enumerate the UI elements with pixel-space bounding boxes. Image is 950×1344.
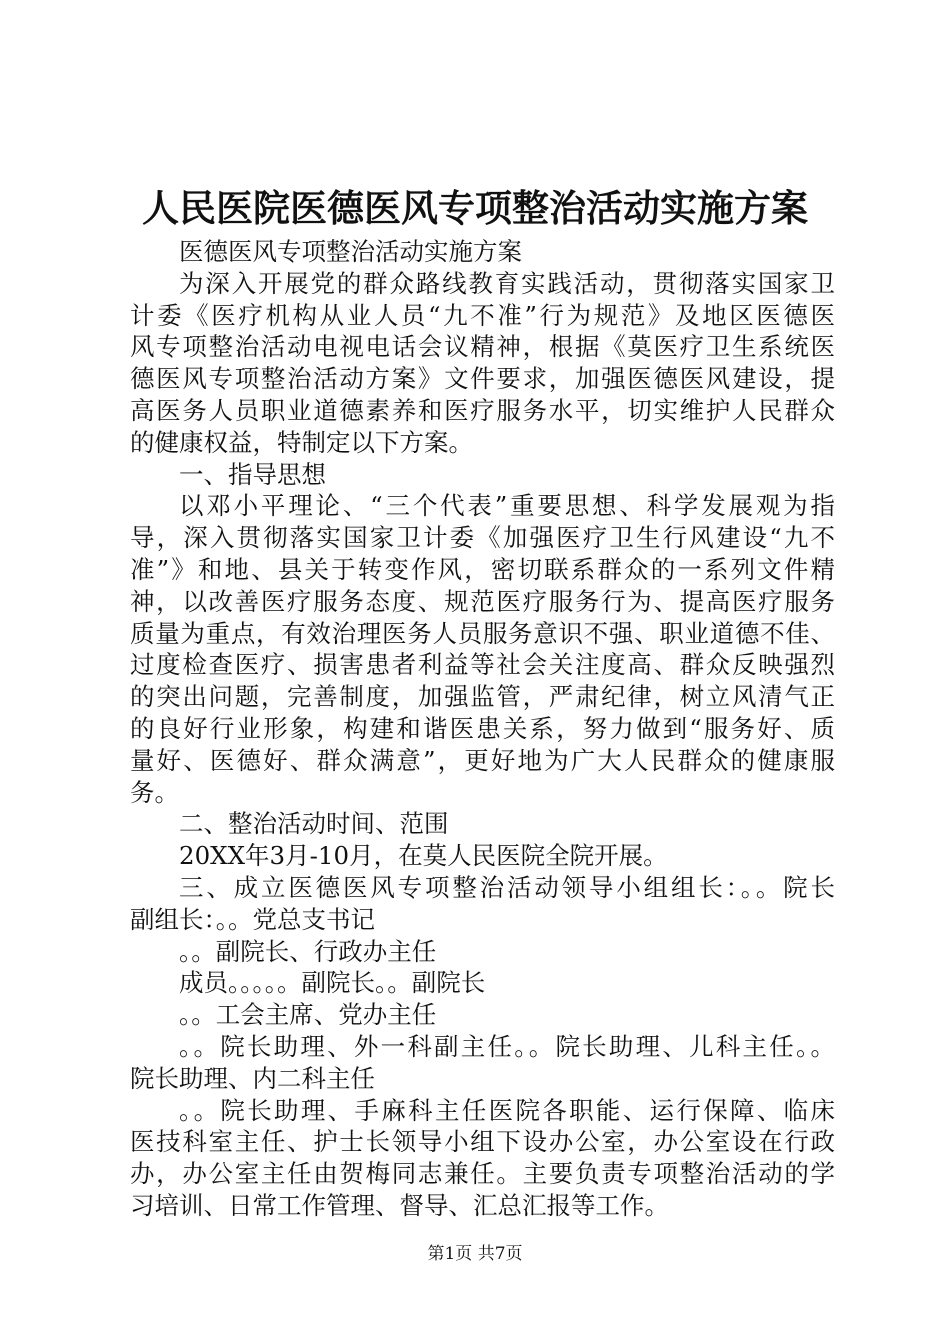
page-number: 第1页 共7页	[427, 1244, 523, 1264]
body-line: 。。院长助理、手麻科主任医院各职能、运行保障、临床	[179, 1095, 835, 1125]
body-line: 过度检查医疗、损害患者利益等社会关注度高、群众反映强烈	[130, 650, 835, 680]
body-line: 德医风专项整治活动方案》文件要求，加强医德医风建设，提	[130, 364, 835, 394]
body-line: 。。院长助理、外一科副主任。。院长助理、儿科主任。。	[179, 1031, 835, 1061]
body-line: 神，以改善医疗服务态度、规范医疗服务行为、提高医疗服务	[130, 586, 835, 616]
body-line: 医德医风专项整治活动实施方案	[179, 237, 522, 266]
body-line: 习培训、日常工作管理、督导、汇总汇报等工作。	[130, 1190, 669, 1220]
body-line: 导，深入贯彻落实国家卫计委《加强医疗卫生行风建设“九不	[130, 523, 835, 553]
body-line: 的突出问题，完善制度，加强监管，严肃纪律，树立风清气正	[130, 682, 835, 712]
body-line: 准”》和地、县关于转变作风，密切联系群众的一系列文件精	[130, 554, 835, 584]
body-line: 20XX年3月-10月，在莫人民医院全院开展。	[179, 841, 668, 871]
body-line: 的健康权益，特制定以下方案。	[130, 427, 473, 457]
body-line: 院长助理、内二科主任	[130, 1063, 375, 1093]
body-line: 副组长：。。党总支书记	[130, 904, 375, 934]
body-line: 量好、医德好、群众满意”，更好地为广大人民群众的健康服	[130, 745, 835, 775]
section-heading: 二、整治活动时间、范围	[179, 809, 449, 839]
body-line: 。。副院长、行政办主任	[179, 936, 437, 966]
body-line: 务。	[130, 777, 179, 807]
body-line: 风专项整治活动电视电话会议精神，根据《莫医疗卫生系统医	[130, 332, 835, 362]
body-line: 高医务人员职业道德素养和医疗服务水平，切实维护人民群众	[130, 395, 835, 425]
document-title: 人民医院医德医风专项整治活动实施方案	[142, 186, 808, 230]
document-body	[130, 236, 835, 1222]
body-line: 质量为重点，有效治理医务人员服务意识不强、职业道德不佳、	[130, 618, 835, 648]
body-line: 成员。。。。。副院长。。副院长	[179, 968, 486, 998]
body-line: 办，办公室主任由贺梅同志兼任。主要负责专项整治活动的学	[130, 1159, 835, 1189]
section-heading: 一、指导思想	[179, 459, 326, 489]
body-line: 为深入开展党的群众路线教育实践活动，贯彻落实国家卫	[179, 268, 835, 298]
body-line: 医技科室主任、护士长领导小组下设办公室，办公室设在行政	[130, 1127, 835, 1157]
body-line: 计委《医疗机构从业人员“九不准”行为规范》及地区医德医	[130, 300, 835, 330]
body-line: 。。工会主席、党办主任	[179, 1000, 437, 1030]
body-line: 以邓小平理论、“三个代表”重要思想、科学发展观为指	[179, 491, 835, 521]
section-heading: 三、成立医德医风专项整治活动领导小组组长：。。院长	[179, 872, 835, 902]
body-line: 的良好行业形象，构建和谐医患关系，努力做到“服务好、质	[130, 713, 835, 743]
